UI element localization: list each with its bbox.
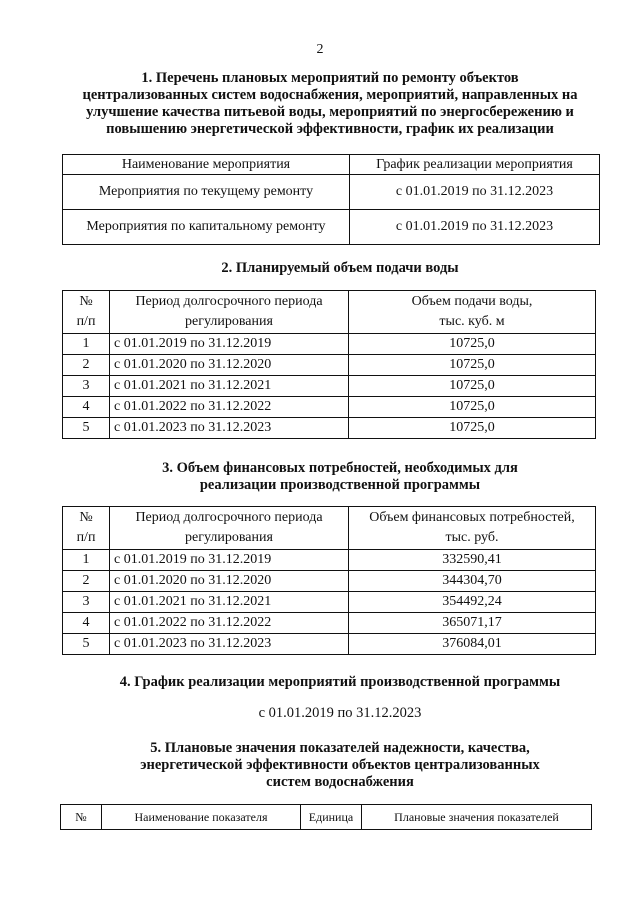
row-period: с 01.01.2019 по 31.12.2019: [110, 550, 349, 571]
row-period: с 01.01.2022 по 31.12.2022: [110, 397, 349, 418]
column-header-num: № п/п: [63, 507, 110, 550]
row-number: 1: [63, 334, 110, 355]
table-row: [63, 634, 596, 655]
row-value: 10725,0: [349, 334, 596, 355]
page-number: 2: [316, 42, 324, 57]
section1-heading: [40, 70, 620, 138]
row-value: 10725,0: [349, 376, 596, 397]
row-number: 4: [63, 397, 110, 418]
row-number: 3: [63, 592, 110, 613]
heading-line: 5. Плановые значения показателей надежности, качества,: [150, 740, 530, 756]
section3-heading: [40, 460, 640, 494]
row-number: 4: [63, 613, 110, 634]
row-number: 1: [63, 550, 110, 571]
row-number: 5: [63, 418, 110, 439]
table-header-row: [63, 291, 596, 334]
row-period: с 01.01.2020 по 31.12.2020: [110, 355, 349, 376]
activity-schedule: с 01.01.2019 по 31.12.2023: [350, 175, 600, 210]
row-value: 10725,0: [349, 355, 596, 376]
heading-line: 1. Перечень плановых мероприятий по ремонту объектов: [141, 70, 519, 86]
section4-heading: 4. График реализации мероприятий производственной программы: [119, 674, 561, 690]
heading-line: централизованных систем водоснабжения, мероприятий, направленных на: [82, 87, 578, 103]
table-row: [63, 613, 596, 634]
column-header-value: Объем финансовых потребностей, тыс. руб.: [349, 507, 596, 550]
table-row: [63, 334, 596, 355]
section5-heading: [30, 740, 640, 791]
row-value: 354492,24: [349, 592, 596, 613]
column-header: График реализации мероприятия: [350, 155, 600, 175]
heading-line: 3. Объем финансовых потребностей, необходимых для: [162, 460, 518, 476]
heading-line: повышению энергетической эффективности, график их реализации: [106, 121, 554, 137]
column-header-num: № п/п: [63, 291, 110, 334]
column-header: Единица: [301, 805, 362, 830]
row-value: 332590,41: [349, 550, 596, 571]
row-value: 10725,0: [349, 418, 596, 439]
section2-heading: 2. Планируемый объем подачи воды: [221, 260, 459, 276]
table-row: [63, 550, 596, 571]
heading-line: систем водоснабжения: [266, 774, 414, 790]
column-header: Наименование мероприятия: [63, 155, 350, 175]
row-number: 2: [63, 355, 110, 376]
heading-line: реализации производственной программы: [199, 477, 481, 493]
water-supply-table: [62, 290, 596, 439]
activity-name: Мероприятия по капитальному ремонту: [63, 210, 350, 245]
row-period: с 01.01.2021 по 31.12.2021: [110, 376, 349, 397]
table-row: [63, 592, 596, 613]
row-period: с 01.01.2020 по 31.12.2020: [110, 571, 349, 592]
table-row: [63, 571, 596, 592]
column-header-period: Период долгосрочного периода регулирования: [110, 507, 349, 550]
table-header-row: [63, 155, 600, 175]
heading-line: улучшение качества питьевой воды, мероприятий по энергосбережению и: [86, 104, 574, 120]
column-header: Наименование показателя: [102, 805, 301, 830]
table-row: [63, 175, 600, 210]
table-header-row: [63, 507, 596, 550]
column-header-value: Объем подачи воды, тыс. куб. м: [349, 291, 596, 334]
activities-table: [62, 154, 600, 245]
row-number: 2: [63, 571, 110, 592]
financial-needs-table: [62, 506, 596, 655]
row-period: с 01.01.2019 по 31.12.2019: [110, 334, 349, 355]
table-row: [63, 355, 596, 376]
row-number: 5: [63, 634, 110, 655]
column-header-period: Период долгосрочного периода регулирования: [110, 291, 349, 334]
row-value: 376084,01: [349, 634, 596, 655]
row-period: с 01.01.2023 по 31.12.2023: [110, 634, 349, 655]
row-period: с 01.01.2023 по 31.12.2023: [110, 418, 349, 439]
heading-line: энергетической эффективности объектов централизованных: [140, 757, 540, 773]
table-row: [63, 376, 596, 397]
column-header: Плановые значения показателей: [362, 805, 592, 830]
table-row: [63, 210, 600, 245]
column-header: №: [61, 805, 102, 830]
table-header-row: [61, 805, 592, 830]
table-row: [63, 397, 596, 418]
activity-schedule: с 01.01.2019 по 31.12.2023: [350, 210, 600, 245]
row-value: 344304,70: [349, 571, 596, 592]
row-period: с 01.01.2022 по 31.12.2022: [110, 613, 349, 634]
row-period: с 01.01.2021 по 31.12.2021: [110, 592, 349, 613]
row-value: 365071,17: [349, 613, 596, 634]
row-value: 10725,0: [349, 397, 596, 418]
indicators-table: [60, 804, 592, 830]
activity-name: Мероприятия по текущему ремонту: [63, 175, 350, 210]
table-row: [63, 418, 596, 439]
row-number: 3: [63, 376, 110, 397]
section4-period: с 01.01.2019 по 31.12.2023: [258, 705, 422, 721]
